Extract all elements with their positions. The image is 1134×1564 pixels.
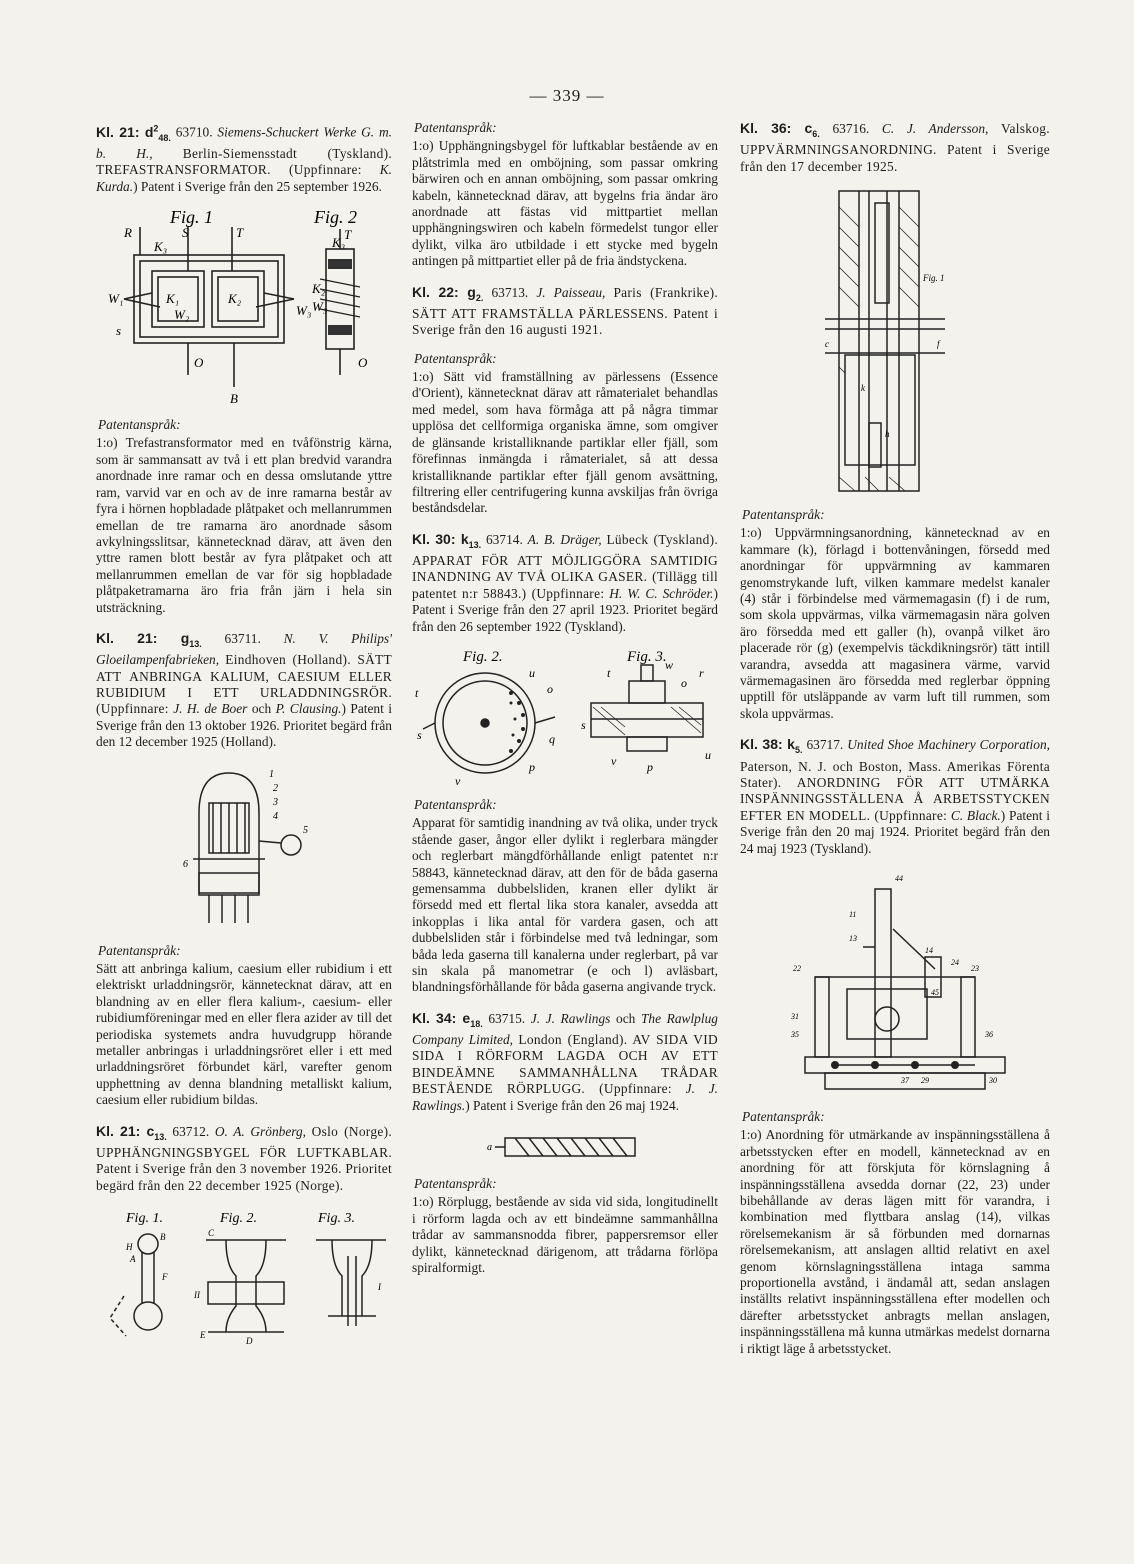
claim-heading: Patentanspråk: [742, 507, 825, 523]
claim-heading: Patentanspråk: [742, 1108, 825, 1124]
bygel-label-E: E [200, 1330, 206, 1341]
entry-body: Paterson, N. J. och Boston, Mass. Amerikas Förenta Stater). ANORDNING FÖR ATT UTMÄRKA INSPÄNNINGSSTÄLLENA Å ARBETSSTYCKEN EFTER EN MODELL. (Uppfinnare: [740, 758, 1050, 823]
entry-body: Berlin-Siemensstadt (Tyskland). TREFASTRANSFORMATOR. (Uppfinnare: [96, 145, 392, 178]
drager-label-o: o [547, 681, 553, 696]
mach-label-22: 22 [793, 963, 801, 973]
fig2-label: Fig. 2 [314, 207, 357, 228]
entry-body: Lübeck (Tyskland). APPARAT FÖR ATT MÖJLIGGÖRA SAMTIDIG INANDNING AV TVÅ OLIKA GASER. (Tillägg till patentet n:r 58843.) (Uppfinnare: [412, 531, 718, 601]
bygel-label-B: B [160, 1232, 166, 1243]
label-W2: W₂ [174, 307, 190, 323]
label-O2: O [358, 355, 368, 371]
inventor: H. W. C. Schröder. [609, 585, 714, 601]
claim-text: 1:o) Uppvärmningsanordning, kännetecknad av en kammare (k), förlagd i bottenvåningen, försedd med anordningar för uppvärmning av kammaren genomstrykande luft, vilken kammare medelst kanaler (4) står i förbindelse med värmemagasin (f) i de rum, som skola uppvärmas, vilka värmemagasin nära golven äro försedda med ett galler (h), ovanpå vilket äro placerade rör (g) (exempelvis täckdikningsrör) tätt intill varandra, avsedda att magasinera värme, varvid värmemagasinen äro försedda med reglerbar öppning upptill för utsläppande av varm luft till rummen, som skola uppvärmas. [740, 525, 1050, 721]
claim-text: 1:o) Rörplugg, bestående av sida vid sida, longitudinellt i rörform lagda och av ett bindeämne sammanhållna trådar av sammansnodda fibrer, pappersremsor eller dylikt, kännetecknad därigenom, att trådarna förlöpa spiralformigt. [412, 1194, 718, 1276]
entry-tail: ) Patent i Sverige från den 26 maj 1924. [465, 1097, 680, 1113]
entry-body: Valskog. UPPVÄRMNINGSANORDNING. Patent i Sverige från den 17 december 1925. [740, 121, 1050, 174]
patent-number: 63712. [172, 1123, 210, 1139]
bygel-label-C: C [208, 1228, 215, 1239]
claim-heading: Patentanspråk: [98, 942, 181, 958]
tube-label-3: 3 [273, 796, 278, 808]
patent-number: 63713. [491, 284, 529, 300]
patent-entry-63717 [740, 736, 1050, 857]
heater-label-c: c [825, 339, 829, 350]
fig-2-label: Fig. 2. [463, 648, 503, 665]
drager-label-s: s [417, 727, 422, 742]
entry-body: London (England). AV SIDA VID SIDA I RÖRFORM LAGDA OCH AV ETT BINDEÄMNE SAMMANHÅLLNA TRÅDAR BESTÅENDE RÖRPLUGG. (Uppfinnare: [412, 1032, 718, 1097]
patent-number: 63716. [832, 121, 870, 136]
bygel-label-A: A [130, 1254, 136, 1265]
bygel-label-D: D [246, 1336, 253, 1347]
label-W1: W₁ [108, 291, 124, 307]
applicant-2: The Rawlplug Company Limited, [412, 1010, 718, 1048]
patent-class: Kl. 21: $c_{13.}$ [96, 1122, 167, 1142]
drager-label-u2: u [705, 747, 711, 762]
drager-label-p: p [529, 759, 535, 774]
label-K2b: K₂ [312, 281, 326, 297]
patent-class: Kl. 21: $d^2_{48.}$ [96, 123, 171, 143]
patent-entry-63711 [96, 630, 392, 751]
plug-label-a: a [487, 1142, 492, 1154]
entry-tail: ) Patent i Sverige från den 13 oktober 1926. Prioritet begärd från den 12 december 1925 (Holland). [96, 701, 392, 750]
mach-label-11: 11 [849, 909, 857, 919]
tube-label-5: 5 [303, 824, 308, 836]
applicant: N. V. Philips' Gloeilampenfabrieken, [96, 630, 392, 668]
claim-heading: Patentanspråk: [414, 796, 497, 812]
entry-mid: och [616, 1010, 636, 1026]
patent-class: Kl. 30: $k_{13.}$ [412, 530, 482, 550]
applicant: J. J. Rawlings [530, 1010, 611, 1026]
patent-entry-63716 [740, 120, 1050, 175]
fig-3-label: Fig. 3. [318, 1211, 355, 1227]
label-T: T [236, 225, 244, 241]
fig-2-label: Fig. 2. [220, 1211, 257, 1227]
drager-label-u: u [529, 665, 535, 680]
inventor: K. Kurda. [96, 162, 392, 194]
entry-mid: och [251, 701, 272, 717]
mach-label-36: 36 [985, 1029, 993, 1039]
patent-number: 63714. [485, 531, 523, 547]
discharge-tube-figure [169, 763, 319, 933]
tube-label-6: 6 [183, 858, 188, 870]
fig-3-label: Fig. 3. [627, 648, 667, 665]
patent-entry-63713 [412, 284, 718, 339]
tube-label-4: 4 [273, 810, 278, 822]
bygel-label-F: F [162, 1272, 168, 1283]
claim-text: 1:o) Upphängningsbygel för luftkablar bestående av en plåtstrimla med en omböjning, som passar omkring bärwiren och en annan omböjning, som passar omkring kabeln, kännetecknad därav, att bygelns fria ändar äro anordnade att fästas vid mittpartiet mellan upphängningswiren och kabeln förmedelst tungor eller dylikt, vilka äro utbildade i ett stycke med bygeln antingen på mittpartiet eller på de fria ändstyckena. [412, 138, 718, 269]
heater-label-f: f [937, 339, 940, 350]
patent-class: Kl. 22: $g_{2.}$ [412, 283, 484, 303]
heater-label-h: h [885, 429, 890, 440]
claim-text: 1:o) Anordning för utmärkande av inspänningsställena å arbetsstycken efter en modell, kännetecknad av en anordning för att förskjuta för körnslagning å inspänningsställena avsedda dornar (22, 23) under bibehållande av deras lägen mitt för varandra, i kombination med flyttbara anslag (14), vilkas rörelsemekanism är så förbunden med dornarnas rörelsemekanism, att anslagen alltid relativt en axel genom körnslagningsställena intaga samma proportionella avstånd, i ändamål att, sedan anslagen inställts relativt inspänningsställena efter modellen och därefter arbetsstycket anbragts mellan anslagen, inspänningsställena må kunna utmärkas medelst dornarna i riktigt läge å arbetsstycket. [740, 1127, 1050, 1356]
patent-number: 63710. [175, 124, 213, 140]
mach-label-14: 14 [925, 945, 933, 955]
patent-entry-63712 [96, 1123, 392, 1194]
rawlplug-figure [485, 1126, 645, 1166]
mach-label-24: 24 [951, 957, 959, 967]
column-middle [412, 120, 718, 1291]
mach-label-29: 29 [921, 1075, 929, 1085]
label-W3: W₃ [296, 303, 312, 319]
patent-number: 63715. [488, 1010, 526, 1026]
patent-class: Kl. 36: $c_{6.}$ [740, 120, 820, 139]
drager-label-o2: o [681, 675, 687, 690]
claim-text: Apparat för samtidig inandning av två olika, under tryck stående gaser, ångor eller dylikt i reglerbara mängder och reglerbart mängdförhållande enligt patentet n:r 58843, kännetecknad därav, att den för de båda gaserna gemensamma dubbelsliden, kranen eller dylikt är försedd med ett flertal lika stora kanaler, avsedda att inkopplas i lika antal för vardera gasen, och att dubbelsliden står i förbindelse med två ledningar, som båda leda gaserna till kanalerna under reglerbart, på var sin skala på manometrar (e och l) avläsbart, blandningsförhållande för båda gaserna angivande tryck. [412, 815, 718, 995]
drager-label-p2: p [647, 759, 653, 774]
marking-machine-figure [775, 869, 1015, 1099]
drager-label-t: t [415, 685, 419, 700]
bygel-label-H: H [126, 1242, 133, 1253]
mach-label-37: 37 [901, 1075, 909, 1085]
inventor: C. Black. [950, 807, 1001, 823]
mach-label-45: 45 [931, 987, 939, 997]
claim-heading: Patentanspråk: [414, 120, 497, 135]
drager-label-r: r [699, 665, 704, 680]
inventor-2: P. Clausing. [275, 701, 342, 717]
claim-heading: Patentanspråk: [414, 1176, 497, 1192]
mach-label-23: 23 [971, 963, 979, 973]
label-O: O [194, 355, 204, 371]
drager-label-t2: t [607, 665, 611, 680]
heater-fig-label: Fig. 1 [923, 273, 945, 284]
claim-heading: Patentanspråk: [98, 417, 181, 433]
label-T2: T [344, 227, 352, 243]
label-S: S [182, 225, 189, 241]
bygel-label-I: I [378, 1282, 381, 1293]
label-R: R [124, 225, 132, 241]
applicant: C. J. Andersson, [881, 121, 989, 136]
heating-system-figure [825, 187, 965, 497]
inhaler-valve-figure [415, 647, 715, 787]
label-K3b: K₃ [332, 235, 346, 251]
tube-label-1: 1 [269, 768, 274, 780]
patent-number: 63711. [224, 630, 261, 646]
heater-label-k: k [861, 383, 865, 394]
patent-entry-63715 [412, 1010, 718, 1114]
claim-text: Sätt att anbringa kalium, caesium eller rubidium i ett elektriskt urladdningsrör, kännetecknat därav, att en blandning av en eller flera kalium-, caesium- eller rubidiumföreningar med en eller flera azider av till det periodiska systemets andra huvudgrupp hörande metaller anbringas i urladdningsröret eller i ett med urladdningsröret förbundet kärl, varefter genom upphettning av denna blandning metalliskt kalium, caesium eller rubidium bildas. [96, 961, 392, 1108]
page-number: — 339 — [529, 86, 605, 105]
mach-label-44: 44 [895, 873, 903, 883]
drager-label-q: q [549, 731, 555, 746]
mach-label-30: 30 [989, 1075, 997, 1085]
label-K2: K₂ [228, 291, 242, 307]
cable-hanger-figure [96, 1206, 396, 1346]
bygel-label-II: II [194, 1290, 200, 1301]
patent-entry-63714 [412, 531, 718, 635]
transformer-figure [104, 207, 384, 407]
column-left [96, 120, 392, 1356]
label-s: s [116, 323, 122, 339]
label-K3: K₃ [154, 239, 168, 255]
fig1-label: Fig. 1 [170, 207, 213, 228]
label-W3b: W₃ [312, 299, 328, 315]
entry-body: Paris (Frankrike). SÄTT ATT FRAMSTÄLLA PÄRLESSENS. Patent i Sverige från den 16 augusti 1921. [412, 284, 718, 338]
drager-label-v2: v [611, 753, 617, 768]
mach-label-35: 35 [791, 1029, 799, 1039]
applicant: J. Paisseau, [536, 284, 606, 300]
drager-label-s2: s [581, 717, 586, 732]
claim-heading: Patentanspråk: [414, 350, 497, 366]
mach-label-13: 13 [849, 933, 857, 943]
patent-class: Kl. 21: $g_{13.}$ [96, 629, 202, 649]
patent-class: Kl. 34: $e_{18.}$ [412, 1009, 483, 1029]
mach-label-31: 31 [791, 1011, 799, 1021]
applicant: United Shoe Machinery Corporation, [847, 737, 1050, 753]
patent-number: 63717. [806, 737, 844, 753]
patent-class: Kl. 38: $k_{5.}$ [740, 736, 803, 756]
entry-body: Eindhoven (Holland). SÄTT ATT ANBRINGA KALIUM, CAESIUM ELLER RUBIDIUM I ETT URLADDNINGSRÖR. (Uppfinnare: [96, 652, 392, 717]
applicant: A. B. Dräger, [527, 531, 602, 547]
inventor: J. J. Rawlings. [412, 1081, 718, 1113]
tube-label-2: 2 [273, 782, 278, 794]
fig-1-label: Fig. 1. [126, 1211, 163, 1227]
claim-text: 1:o) Trefastransformator med en tvåfönstrig kärna, som är sammansatt av två i ett plan bredvid varandra anordnade inre ramar och en dessa omslutande yttre ram, varvid var en och av de inre ramarna består av fyra i hörnen hopbladade plåtpaket och mellanrummen emellan de tre ramarna äro anordnade såsom avkylningsslitsar, kännetecknad därav, att även den yttre ramen blott består av fyra plåtpaket och att mellanrummen emellan de var för sig hopbladade plåtpaketramarna äro fria från järn i hela sin utsträckning. [96, 435, 392, 615]
claim-text: 1:o) Sätt vid framställning av pärlessens (Essence d'Orient), kännetecknat därav att råmaterialet behandlas med medel, som hava förmåga att på några timmar upplösa det cellformiga organiska ämne, som omgiver de glänsande kristalliknande partiklar eller fjäll, som förefinnas inmängda i råmaterialet, så att dessa kristalliknande partiklar efter fjäll genom avsättning, filtrering eller centrifugering kunna avskiljas från övriga beståndsdelar. [412, 369, 718, 516]
applicant: Siemens-Schuckert Werke G. m. b. H., [96, 124, 392, 161]
applicant: O. A. Grönberg, [214, 1123, 307, 1139]
drager-label-v: v [455, 773, 461, 787]
entry-tail: ) Patent i Sverige från den 20 maj 1924. Prioritet begärd från den 24 maj 1923 (Tyskland). [740, 807, 1050, 856]
inventor: J. H. de Boer [173, 701, 248, 717]
label-B: B [230, 391, 238, 407]
entry-tail: ) Patent i Sverige från den 25 september 1926. [133, 178, 382, 194]
column-right [740, 120, 1050, 1371]
entry-tail: ) Patent i Sverige från den 27 april 1923. Prioritet begärd från den 26 september 1922 (Tyskland). [412, 585, 718, 634]
drager-label-w: w [665, 657, 674, 672]
label-K1: K₁ [166, 291, 180, 307]
patent-entry-63710 [96, 120, 392, 195]
entry-body: Oslo (Norge). UPPHÄNGNINGSBYGEL FÖR LUFTKABLAR. Patent i Sverige från den 3 november 1926. Prioritet begärd från den 22 december 1925 (Norge). [96, 1123, 392, 1193]
